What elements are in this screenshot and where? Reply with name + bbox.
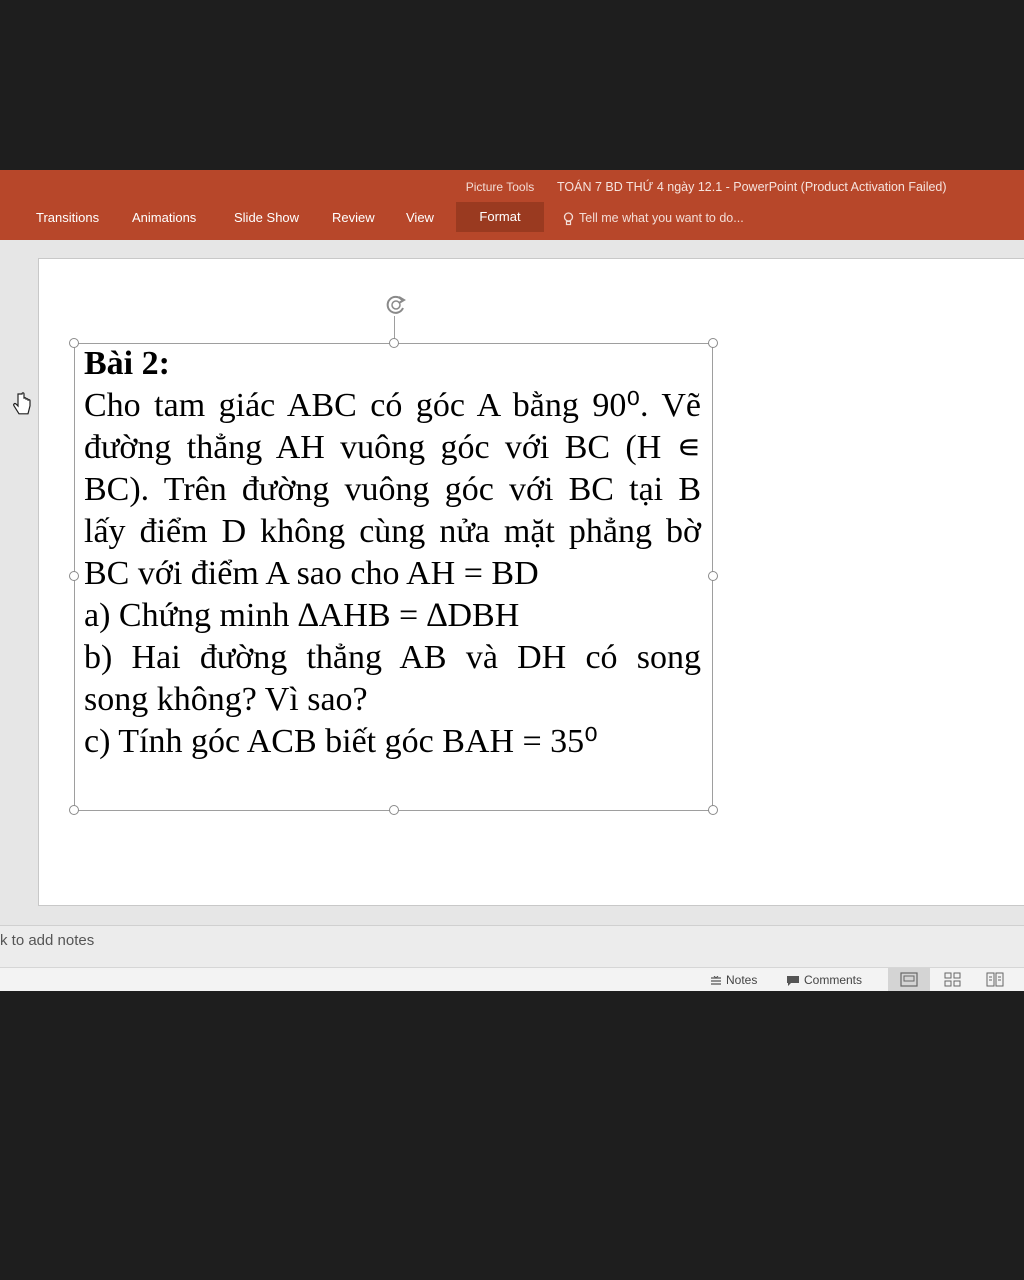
hand-cursor-icon: [12, 392, 32, 420]
notes-icon: [710, 976, 722, 986]
status-bar: [0, 967, 1024, 991]
comments-label: Comments: [804, 973, 863, 987]
text-line: song không? Vì sao?: [84, 681, 368, 718]
notes-placeholder[interactable]: k to add notes: [0, 932, 95, 949]
exercise-heading: Bài 2:: [84, 345, 170, 382]
ribbon-tabs: [0, 202, 1024, 240]
normal-view-icon: [888, 968, 930, 991]
reading-view-button[interactable]: [974, 968, 1016, 991]
tab-transitions[interactable]: Transitions: [36, 210, 100, 225]
tell-me-box[interactable]: [563, 202, 744, 234]
resize-handle-top-right[interactable]: [708, 338, 718, 348]
ribbon: [0, 170, 1024, 240]
resize-handle-bottom-left[interactable]: [69, 805, 79, 815]
resize-handle-right[interactable]: [708, 571, 718, 581]
slide-sorter-icon: [931, 968, 973, 991]
tab-format[interactable]: Format: [456, 202, 544, 232]
resize-handle-bottom[interactable]: [389, 805, 399, 815]
text-line: BC với điểm A sao cho AH = BD: [84, 555, 539, 592]
tell-me-text: Tell me what you want to do...: [579, 211, 744, 225]
lightbulb-icon: [563, 212, 574, 226]
text-line-question-c: c) Tính góc ACB biết góc BAH = 35⁰: [84, 723, 598, 760]
text-line: Cho tam giác ABC có góc A bằng 90⁰. Vẽ: [84, 387, 701, 424]
picture-tools-label: Picture Tools: [465, 180, 535, 194]
notes-label: Notes: [726, 973, 758, 987]
slide-sorter-view-button[interactable]: [931, 968, 973, 991]
comments-button[interactable]: [786, 971, 862, 989]
tab-animations[interactable]: Animations: [132, 210, 197, 225]
tab-slide-show[interactable]: Slide Show: [234, 210, 300, 225]
reading-view-icon: [974, 968, 1016, 991]
tab-review[interactable]: Review: [332, 210, 375, 225]
slide-text[interactable]: [84, 343, 701, 763]
resize-handle-top-left[interactable]: [69, 338, 79, 348]
notes-button[interactable]: [710, 971, 757, 989]
tab-view[interactable]: View: [406, 210, 434, 225]
notes-pane[interactable]: [0, 925, 1024, 968]
text-line: lấy điểm D không cùng nửa mặt phẳng bờ: [84, 513, 701, 550]
text-line: đường thẳng AH vuông góc với BC (H ∊: [84, 429, 701, 466]
comment-icon: [786, 975, 800, 986]
text-line: BC). Trên đường vuông góc với BC tại B: [84, 471, 701, 508]
resize-handle-bottom-right[interactable]: [708, 805, 718, 815]
window-title: TOÁN 7 BD THỨ 4 ngày 12.1 - PowerPoint (Product Activation Failed): [557, 180, 947, 194]
resize-handle-left[interactable]: [69, 571, 79, 581]
text-line-question-b: b) Hai đường thẳng AB và DH có song: [84, 639, 701, 676]
rotate-handle-icon[interactable]: [382, 292, 410, 318]
normal-view-button[interactable]: [888, 968, 930, 991]
text-line-question-a: a) Chứng minh ∆AHB = ∆DBH: [84, 597, 520, 634]
